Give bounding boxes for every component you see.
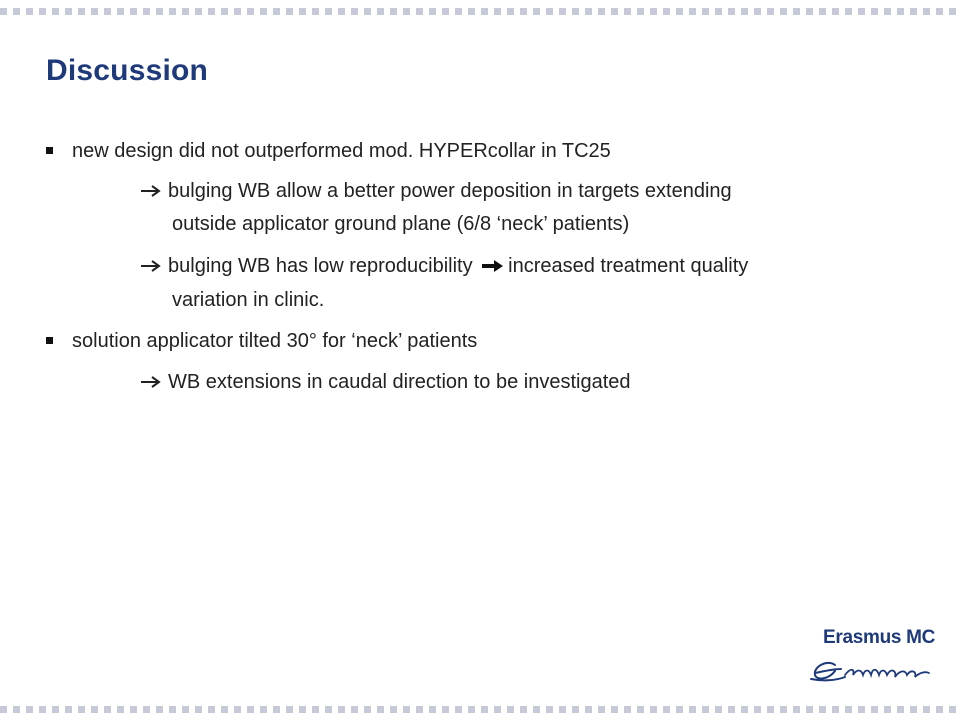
sub-point-text-continued: increased treatment quality <box>508 255 749 277</box>
bold-arrow-right-icon <box>482 259 504 273</box>
bullet-text: new design did not outperformed mod. HYPERcollar in TC25 <box>72 140 611 162</box>
bullet-marker <box>46 147 53 154</box>
arrow-right-icon <box>140 259 162 273</box>
sub-point <box>140 366 631 398</box>
erasmus-signature-icon <box>805 647 945 687</box>
slide-title: Discussion <box>46 54 209 87</box>
sub-point-continuation: outside applicator ground plane (6/8 ‘neck’ patients) <box>172 213 630 235</box>
sub-point-continuation: variation in clinic. <box>172 289 325 311</box>
bullet-text: solution applicator tilted 30° for ‘neck’ patients <box>72 330 478 352</box>
arrow-right-icon <box>140 375 162 389</box>
logo-text: Erasmus MC <box>823 627 936 648</box>
sub-point-text: WB extensions in caudal direction to be investigated <box>168 371 631 393</box>
erasmus-mc-logo <box>805 627 945 687</box>
sub-point <box>140 175 732 207</box>
sub-point-text: bulging WB has low reproducibility <box>168 255 473 277</box>
arrow-right-icon <box>140 184 162 198</box>
bullet-marker <box>46 337 53 344</box>
sub-point <box>140 250 748 282</box>
sub-point-text: bulging WB allow a better power deposition in targets extending <box>168 180 732 202</box>
